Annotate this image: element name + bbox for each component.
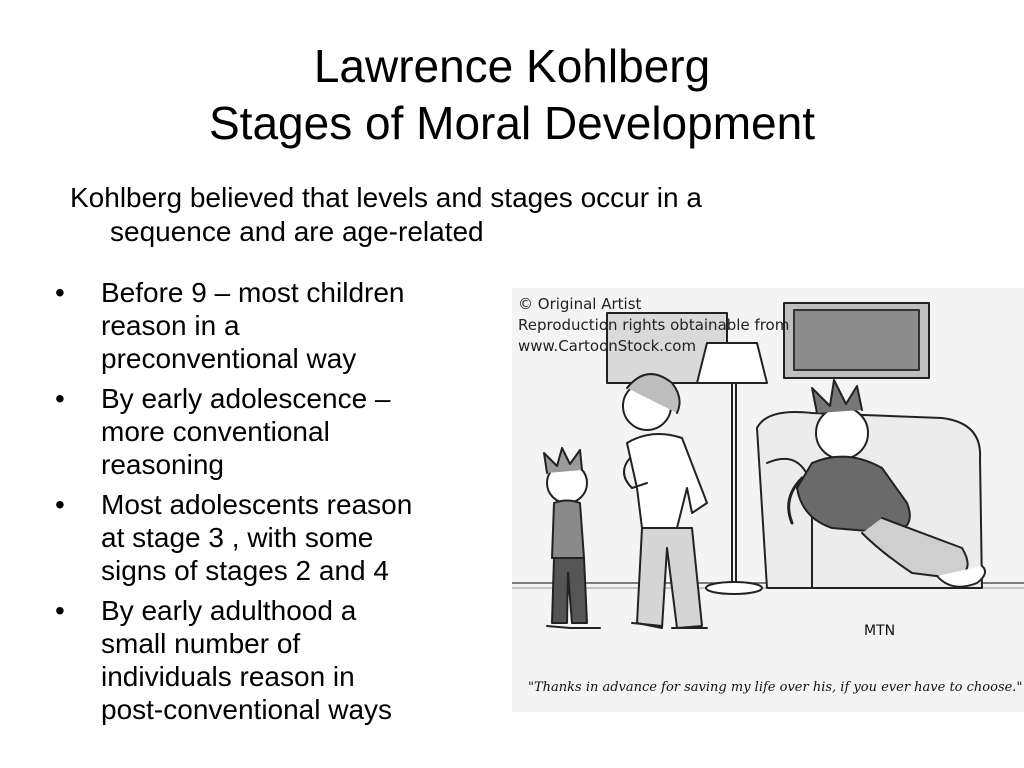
slide-title xyxy=(0,38,1024,152)
subtitle-line-2: sequence and are age-related xyxy=(110,216,484,247)
bullet-line: individuals reason in xyxy=(101,661,355,692)
cartoonist-signature: MTN xyxy=(864,623,896,639)
copyright-line: Reproduction rights obtainable from xyxy=(518,316,790,334)
bullet-item xyxy=(55,488,495,587)
bullet-line: reason in a xyxy=(101,310,240,341)
bullet-line: preconventional way xyxy=(101,343,357,374)
slide-subtitle xyxy=(70,181,890,249)
title-line-1: Lawrence Kohlberg xyxy=(313,40,711,92)
bullet-dot-icon: • xyxy=(55,489,65,520)
bullet-line: By early adulthood a xyxy=(101,595,357,626)
bullet-line: Before 9 – most children xyxy=(101,277,405,308)
bullet-line: at stage 3 , with some xyxy=(101,522,374,553)
bullet-item xyxy=(55,594,495,726)
bullet-line: signs of stages 2 and 4 xyxy=(101,555,389,586)
subtitle-line-1: Kohlberg believed that levels and stages occur in a xyxy=(70,182,702,213)
bullet-list xyxy=(55,276,495,733)
bullet-line: post-conventional ways xyxy=(101,694,393,725)
bullet-line: small number of xyxy=(101,628,301,659)
bullet-line: By early adolescence – xyxy=(101,383,391,414)
copyright-line: © Original Artist xyxy=(518,295,642,313)
bullet-line: more conventional xyxy=(101,416,330,447)
cartoon-image xyxy=(512,288,1024,712)
bullet-line: Most adolescents reason xyxy=(101,489,413,520)
bullet-dot-icon: • xyxy=(55,277,65,308)
bullet-dot-icon: • xyxy=(55,595,65,626)
title-line-2: Stages of Moral Development xyxy=(209,97,815,149)
bullet-line: reasoning xyxy=(101,449,224,480)
copyright-line: www.CartoonStock.com xyxy=(518,337,697,355)
bullet-item xyxy=(55,276,495,375)
bullet-dot-icon: • xyxy=(55,383,65,414)
cartoon-caption: "Thanks in advance for saving my life over his, if you ever have to choose." xyxy=(528,680,1023,695)
bullet-item xyxy=(55,382,495,481)
